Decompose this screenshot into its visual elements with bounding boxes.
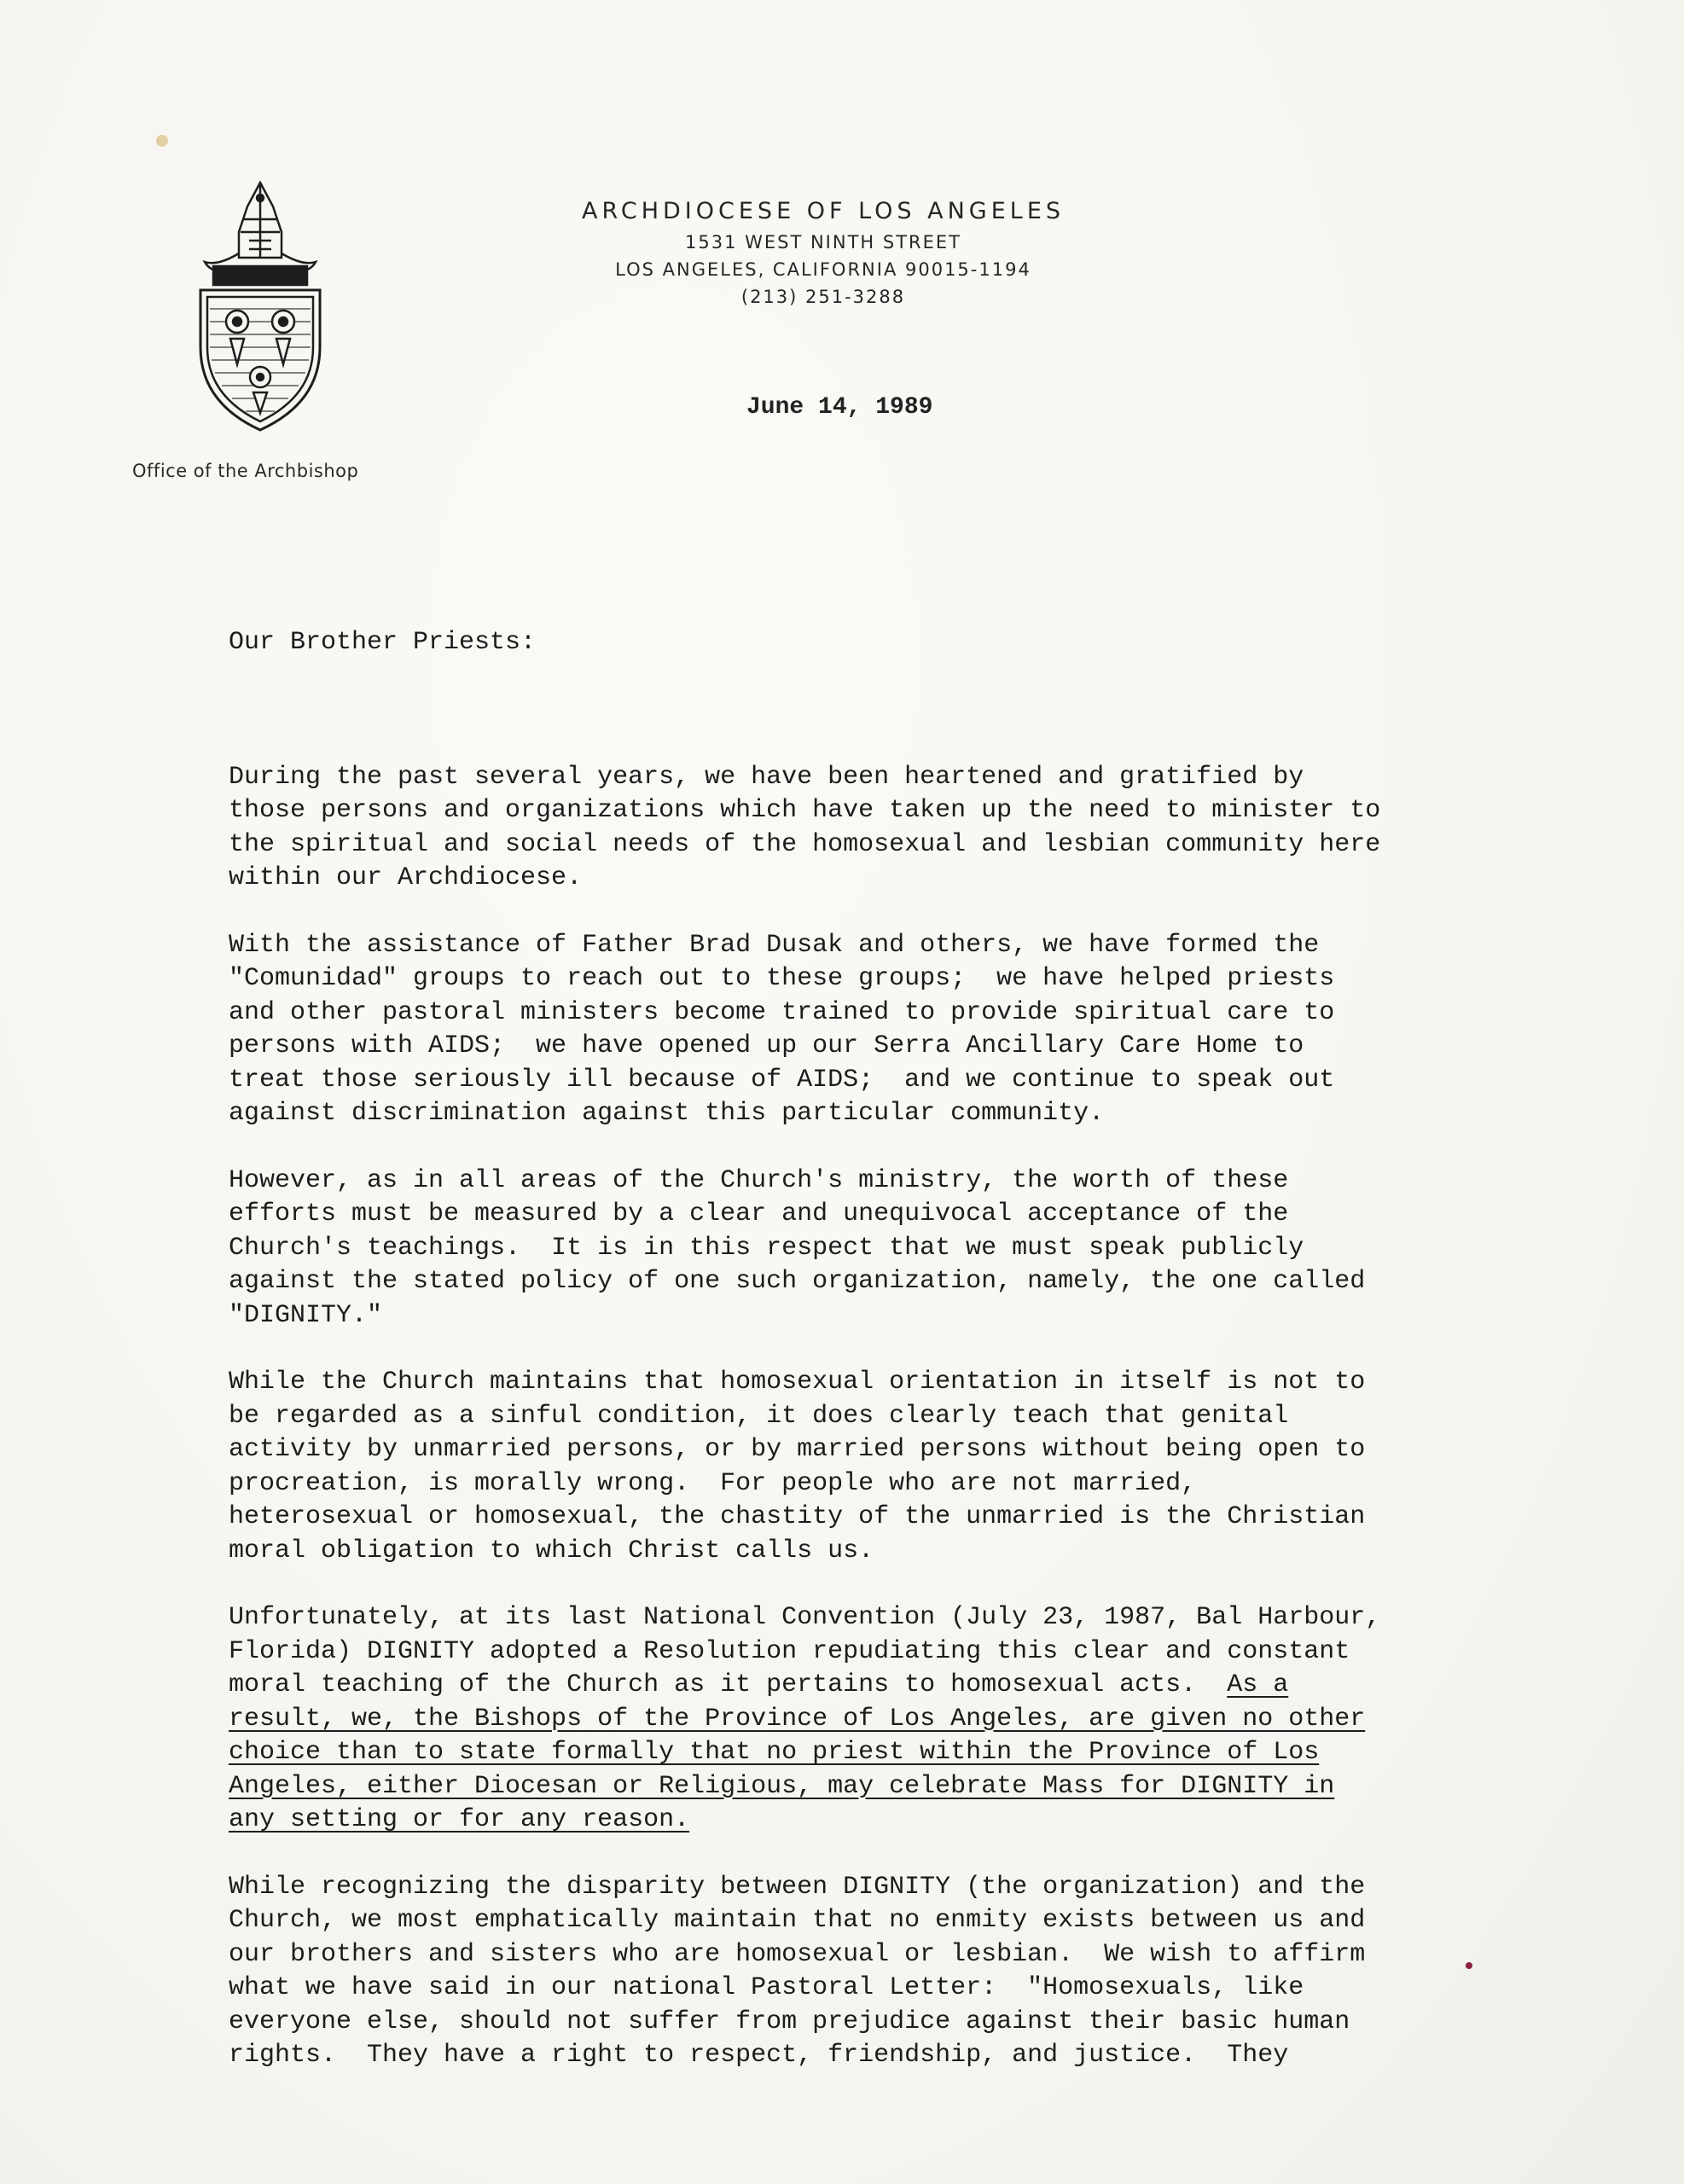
letter-date: June 14, 1989 bbox=[746, 394, 933, 421]
text-line-content: against the stated policy of one such organization, namely, the one called bbox=[229, 1267, 1366, 1296]
paragraph bbox=[229, 1871, 1491, 2073]
underlined-text: As a bbox=[1227, 1670, 1289, 1699]
street-address: 1531 WEST NINTH STREET bbox=[684, 232, 961, 253]
text-line bbox=[229, 1669, 1491, 1703]
paragraphs bbox=[229, 761, 1491, 2073]
text-line bbox=[229, 1904, 1491, 1938]
text-line-content: be regarded as a sinful condition, it does clearly teach that genital bbox=[229, 1401, 1289, 1431]
text-line-content: heterosexual or homosexual, the chastity of the unmarried is the Christian bbox=[229, 1502, 1366, 1531]
text-line bbox=[229, 1871, 1491, 1905]
text-line bbox=[229, 1265, 1491, 1299]
text-line-content: Church, we most emphatically maintain that no enmity exists between us and bbox=[229, 1906, 1366, 1935]
letter-body bbox=[229, 559, 1491, 2174]
paragraph bbox=[229, 1165, 1491, 1333]
text-line-content: efforts must be measured by a clear and unequivocal acceptance of the bbox=[229, 1199, 1289, 1228]
text-line-content: "Comunidad" groups to reach out to these groups; we have helped priests bbox=[229, 964, 1335, 993]
text-line bbox=[229, 2039, 1491, 2073]
text-line bbox=[229, 1433, 1491, 1467]
text-line bbox=[229, 2006, 1491, 2040]
text-line-content: Unfortunately, at its last National Convention (July 23, 1987, Bal Harbour, bbox=[229, 1603, 1381, 1632]
text-line-content: However, as in all areas of the Church's ministry, the worth of these bbox=[229, 1165, 1289, 1195]
text-line-content: everyone else, should not suffer from prejudice against their basic human bbox=[229, 2007, 1350, 2036]
paragraph bbox=[229, 1366, 1491, 1568]
text-line-content: the spiritual and social needs of the homosexual and lesbian community here bbox=[229, 829, 1381, 859]
text-line bbox=[229, 1198, 1491, 1232]
text-line bbox=[229, 1400, 1491, 1434]
text-line bbox=[229, 1232, 1491, 1266]
text-line-content: treat those seriously ill because of AIDS; and we continue to speak out bbox=[229, 1065, 1335, 1095]
text-line-content: activity by unmarried persons, or by married persons without being open to bbox=[229, 1435, 1366, 1464]
text-line-content: While the Church maintains that homosexual orientation in itself is not to bbox=[229, 1368, 1366, 1397]
city-address: LOS ANGELES, CALIFORNIA 90015-1194 bbox=[615, 259, 1031, 280]
text-line bbox=[229, 1030, 1491, 1064]
text-line bbox=[229, 1972, 1491, 2006]
paragraph bbox=[229, 761, 1491, 896]
text-line-content: moral teaching of the Church as it pertains to homosexual acts. bbox=[229, 1670, 1228, 1699]
text-line bbox=[229, 1535, 1491, 1569]
text-line-content: Florida) DIGNITY adopted a Resolution repudiating this clear and constant bbox=[229, 1636, 1350, 1666]
text-line-content: Church's teachings. It is in this respect that we must speak publicly bbox=[229, 1233, 1304, 1263]
text-line-content: While recognizing the disparity between DIGNITY (the organization) and the bbox=[229, 1872, 1366, 1902]
text-line bbox=[229, 929, 1491, 963]
text-line bbox=[229, 1165, 1491, 1199]
paper-speck bbox=[156, 135, 168, 147]
text-line bbox=[229, 1736, 1491, 1770]
text-line bbox=[229, 761, 1491, 795]
text-line bbox=[229, 1601, 1491, 1635]
text-line bbox=[229, 828, 1491, 863]
text-line bbox=[229, 1366, 1491, 1400]
office-label: Office of the Archbishop bbox=[132, 461, 359, 481]
underlined-text: result, we, the Bishops of the Province of Los Angeles, are given no other bbox=[229, 1704, 1366, 1734]
org-name: ARCHDIOCESE OF LOS ANGELES bbox=[581, 198, 1066, 224]
text-line bbox=[229, 1064, 1491, 1098]
text-line bbox=[229, 862, 1491, 896]
text-line bbox=[229, 1938, 1491, 1972]
paragraph bbox=[229, 1601, 1491, 1838]
paper-speck bbox=[1466, 1962, 1472, 1969]
phone-number: (213) 251-3288 bbox=[740, 287, 906, 307]
archdiocese-crest-icon bbox=[179, 181, 341, 437]
text-line-content: moral obligation to which Christ calls us. bbox=[229, 1536, 874, 1565]
text-line bbox=[229, 1097, 1491, 1131]
text-line bbox=[229, 1501, 1491, 1535]
underlined-text: any setting or for any reason. bbox=[229, 1805, 690, 1834]
text-line-content: "DIGNITY." bbox=[229, 1300, 383, 1330]
text-line-content: what we have said in our national Pastoral Letter: "Homosexuals, like bbox=[229, 1973, 1304, 2002]
text-line-content: During the past several years, we have been heartened and gratified by bbox=[229, 762, 1304, 792]
paragraph bbox=[229, 929, 1491, 1131]
text-line bbox=[229, 1770, 1491, 1804]
text-line bbox=[229, 1635, 1491, 1670]
text-line-content: within our Archdiocese. bbox=[229, 863, 583, 892]
text-line bbox=[229, 1703, 1491, 1737]
underlined-text: Angeles, either Diocesan or Religious, may celebrate Mass for DIGNITY in bbox=[229, 1771, 1335, 1801]
salutation: Our Brother Priests: bbox=[229, 628, 537, 657]
text-line-content: against discrimination against this particular community. bbox=[229, 1099, 1105, 1128]
text-line-content: rights. They have a right to respect, friendship, and justice. They bbox=[229, 2041, 1289, 2070]
text-line-content: and other pastoral ministers become trained to provide spiritual care to bbox=[229, 997, 1335, 1027]
text-line bbox=[229, 1467, 1491, 1502]
text-line bbox=[229, 996, 1491, 1031]
underlined-text: choice than to state formally that no priest within the Province of Los bbox=[229, 1738, 1320, 1767]
text-line-content: procreation, is morally wrong. For people who are not married, bbox=[229, 1468, 1197, 1498]
text-line-content: With the assistance of Father Brad Dusak and others, we have formed the bbox=[229, 930, 1320, 960]
text-line bbox=[229, 962, 1491, 996]
text-line-content: persons with AIDS; we have opened up our Serra Ancillary Care Home to bbox=[229, 1031, 1304, 1060]
text-line bbox=[229, 1299, 1491, 1333]
text-line-content: our brothers and sisters who are homosexual or lesbian. We wish to affirm bbox=[229, 1939, 1366, 1969]
text-line bbox=[229, 794, 1491, 828]
text-line-content: those persons and organizations which have taken up the need to minister to bbox=[229, 796, 1381, 825]
letterhead bbox=[444, 195, 1203, 311]
text-line bbox=[229, 1804, 1491, 1838]
